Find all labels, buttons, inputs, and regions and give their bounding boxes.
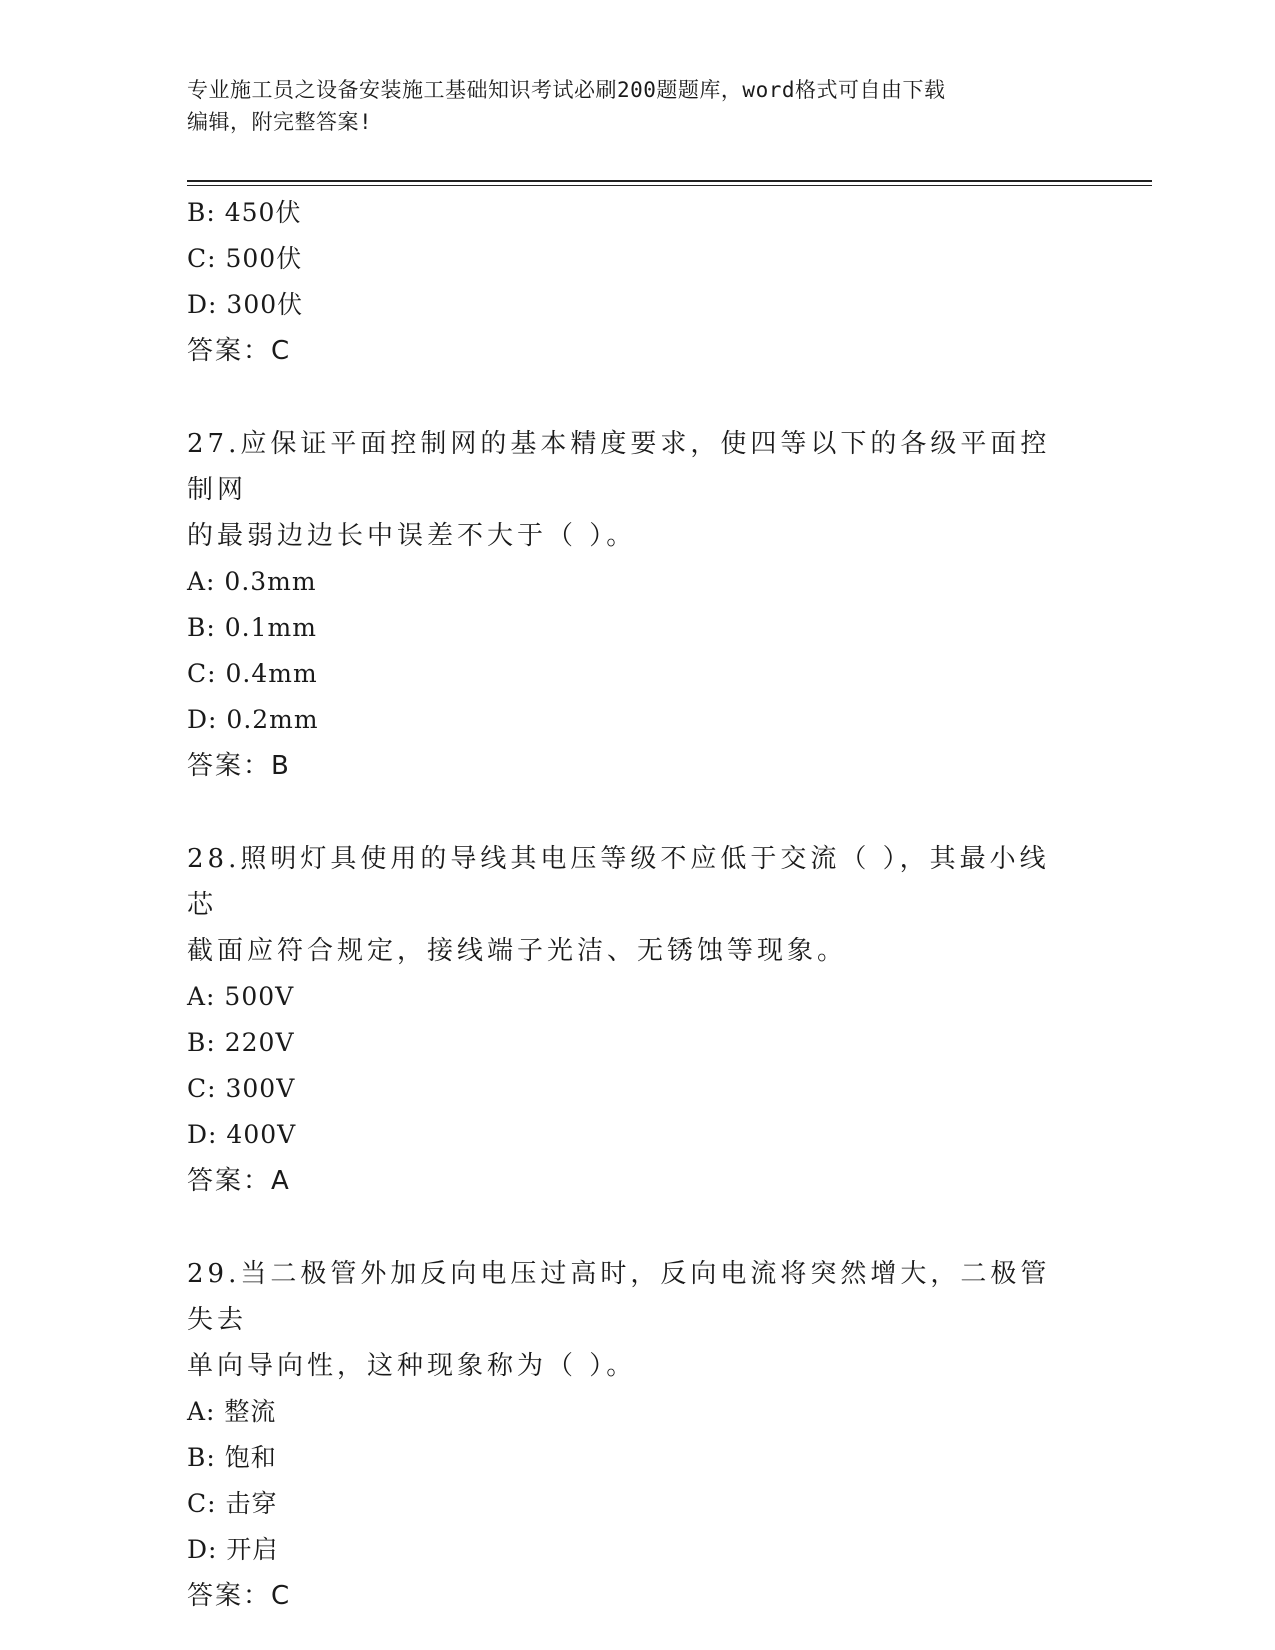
option-a: A: 500V <box>187 982 295 1011</box>
option-c: C: 击穿 <box>187 1489 278 1518</box>
question-text <box>187 1251 1067 1389</box>
option-a: A: 0.3mm <box>187 567 317 596</box>
question-28 <box>187 836 1087 1204</box>
answer-line: 答案：A <box>187 1166 291 1196</box>
question-text-line-2: 的最弱边边长中误差不大于（ ）。 <box>187 521 637 551</box>
option-d: D: 400V <box>187 1120 297 1149</box>
answer-line: 答案：C <box>187 336 292 366</box>
question-27 <box>187 421 1087 789</box>
question-gap <box>187 374 1087 421</box>
answer-line: 答案：C <box>187 1581 292 1611</box>
document-header <box>187 74 1087 138</box>
option-d: D: 开启 <box>187 1535 279 1564</box>
answer-line: 答案：B <box>187 751 291 781</box>
header-rule-thick <box>187 180 1152 182</box>
question-text-line-1: 27.应保证平面控制网的基本精度要求，使四等以下的各级平面控制网 <box>187 429 1051 505</box>
question-gap <box>187 789 1087 836</box>
option-c: C: 500伏 <box>187 244 303 273</box>
header-rule-thin <box>187 185 1152 186</box>
question-list <box>187 190 1087 1619</box>
question-text <box>187 421 1067 559</box>
option-c: C: 300V <box>187 1074 296 1103</box>
header-line-1: 专业施工员之设备安装施工基础知识考试必刷200题题库，word格式可自由下载 <box>187 78 946 102</box>
option-d: D: 300伏 <box>187 290 304 319</box>
question-text-line-2: 单向导向性，这种现象称为（ ）。 <box>187 1351 637 1381</box>
option-b: B: 0.1mm <box>187 613 317 642</box>
question-text-line-2: 截面应符合规定，接线端子光洁、无锈蚀等现象。 <box>187 936 848 966</box>
option-a: A: 整流 <box>187 1397 277 1426</box>
question-26-tail <box>187 190 1087 374</box>
option-b: B: 450伏 <box>187 198 302 227</box>
option-d: D: 0.2mm <box>187 705 319 734</box>
question-text-line-1: 29.当二极管外加反向电压过高时，反向电流将突然增大，二极管失去 <box>187 1259 1051 1335</box>
question-text-line-1: 28.照明灯具使用的导线其电压等级不应低于交流（ ），其最小线芯 <box>187 844 1050 920</box>
question-29 <box>187 1251 1087 1619</box>
option-b: B: 220V <box>187 1028 295 1057</box>
option-b: B: 饱和 <box>187 1443 277 1472</box>
question-gap <box>187 1204 1087 1251</box>
question-text <box>187 836 1067 974</box>
option-c: C: 0.4mm <box>187 659 318 688</box>
header-line-2: 编辑，附完整答案! <box>187 110 373 134</box>
